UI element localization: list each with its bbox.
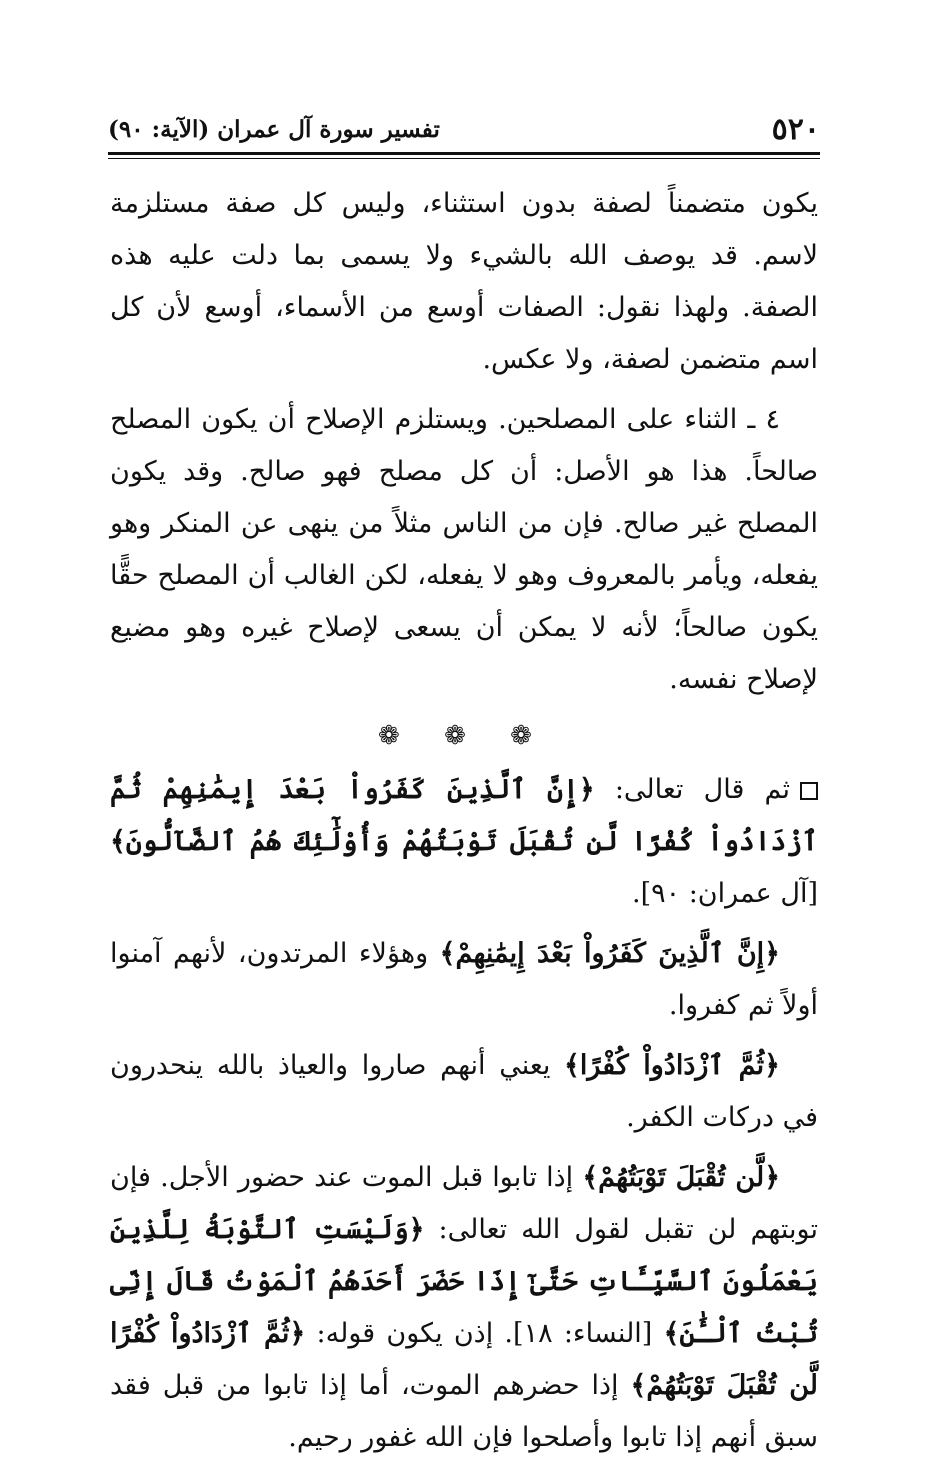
- running-title: تفسير سورة آل عمران (الآية: ٩٠): [108, 116, 440, 143]
- commentary-1: [110, 928, 818, 1032]
- commentary-1-quote: ﴿إِنَّ ٱلَّذِينَ كَفَرُواْ بَعْدَ إِيمَٰنِهِمْ﴾: [439, 938, 780, 969]
- commentary-3: [110, 1152, 818, 1464]
- commentary-3-quote-2: ﴿وَلَيْسَتِ ٱلتَّوْبَةُ لِلَّذِينَ يَعْمَلُونَ ٱلسَّيِّـَٔاتِ حَتَّىٰٓ إِذَا حَضَرَ أَحَدَهُمُ ٱلْمَوْتُ قَالَ إِنِّى تُبْتُ ٱلْـَٰٔنَ﴾: [109, 1214, 819, 1349]
- square-bullet-icon: [800, 782, 818, 800]
- commentary-1-text: وهؤلاء المرتدون، لأنهم آمنوا أولاً ثم كفروا.: [110, 938, 818, 1021]
- commentary-2-quote: ﴿ثُمَّ ٱزْدَادُواْ كُفْرًا﴾: [564, 1050, 780, 1081]
- verse-text: ﴿إِنَّ ٱلَّذِينَ كَفَرُواْ بَعْدَ إِيمَٰنِهِمْ ثُمَّ ٱزْدَادُواْ كُفْرًا لَّن تُقْبَلَ تَوْبَتُهُمْ وَأُوْلَٰٓئِكَ هُمُ ٱلضَّآلُّونَ﴾: [110, 774, 818, 857]
- header-rule-thin: [108, 158, 820, 159]
- commentary-3-quote-3: ﴿ثُمَّ ٱزْدَادُواْ كُفْرًا لَّن تُقْبَلَ تَوْبَتُهُمْ﴾: [110, 1318, 818, 1401]
- verse-reference: [آل عمران: ٩٠].: [631, 878, 818, 909]
- verse-paragraph: [110, 764, 818, 920]
- page-body: [110, 178, 818, 1472]
- header-rule-thick: [108, 152, 820, 155]
- page-header: [108, 110, 820, 150]
- paragraph-1: يكون متضمناً لصفة بدون استثناء، وليس كل صفة مستلزمة لاسم. قد يوصف الله بالشيء ولا يسمى بما دلت عليه هذه الصفة. ولهذا نقول: الصفات أوسع من الأسماء، أوسع لأن كل اسم متضمن لصفة، ولا عكس.: [110, 188, 818, 375]
- section-separator: ❁ ❁ ❁: [378, 721, 550, 751]
- verse-intro: ثم قال تعالى:: [614, 774, 791, 805]
- commentary-3-text-1: إذا تابوا قبل الموت عند حضور الأجل. فإن توبتهم لن تقبل لقول الله تعالى:: [110, 1162, 818, 1245]
- page-number: ٥٢٠: [771, 112, 820, 147]
- commentary-2: [110, 1040, 818, 1144]
- commentary-3-text-3: إذا حضرهم الموت، أما إذا تابوا من قبل فقد سبق أنهم إذا تابوا وأصلحوا فإن الله غفور رحيم.: [110, 1370, 818, 1453]
- commentary-3-quote-1: ﴿لَّن تُقْبَلَ تَوْبَتُهُمْ﴾: [582, 1162, 781, 1193]
- commentary-2-text: يعني أنهم صاروا والعياذ بالله ينحدرون في دركات الكفر.: [110, 1050, 818, 1133]
- commentary-3-text-2: [النساء: ١٨]. إذن يكون قوله:: [305, 1318, 664, 1349]
- paragraph-2: ٤ ـ الثناء على المصلحين. ويستلزم الإصلاح أن يكون المصلح صالحاً. هذا هو الأصل: أن كل مصلح فهو صالح. وقد يكون المصلح غير صالح. فإن من الناس مثلاً من ينهى عن المنكر وهو يفعله، ويأمر بالمعروف وهو لا يفعله، لكن الغالب أن المصلح حقًّا يكون صالحاً؛ لأنه لا يمكن أن يسعى لإصلاح غيره وهو مضيع لإصلاح نفسه.: [110, 404, 818, 695]
